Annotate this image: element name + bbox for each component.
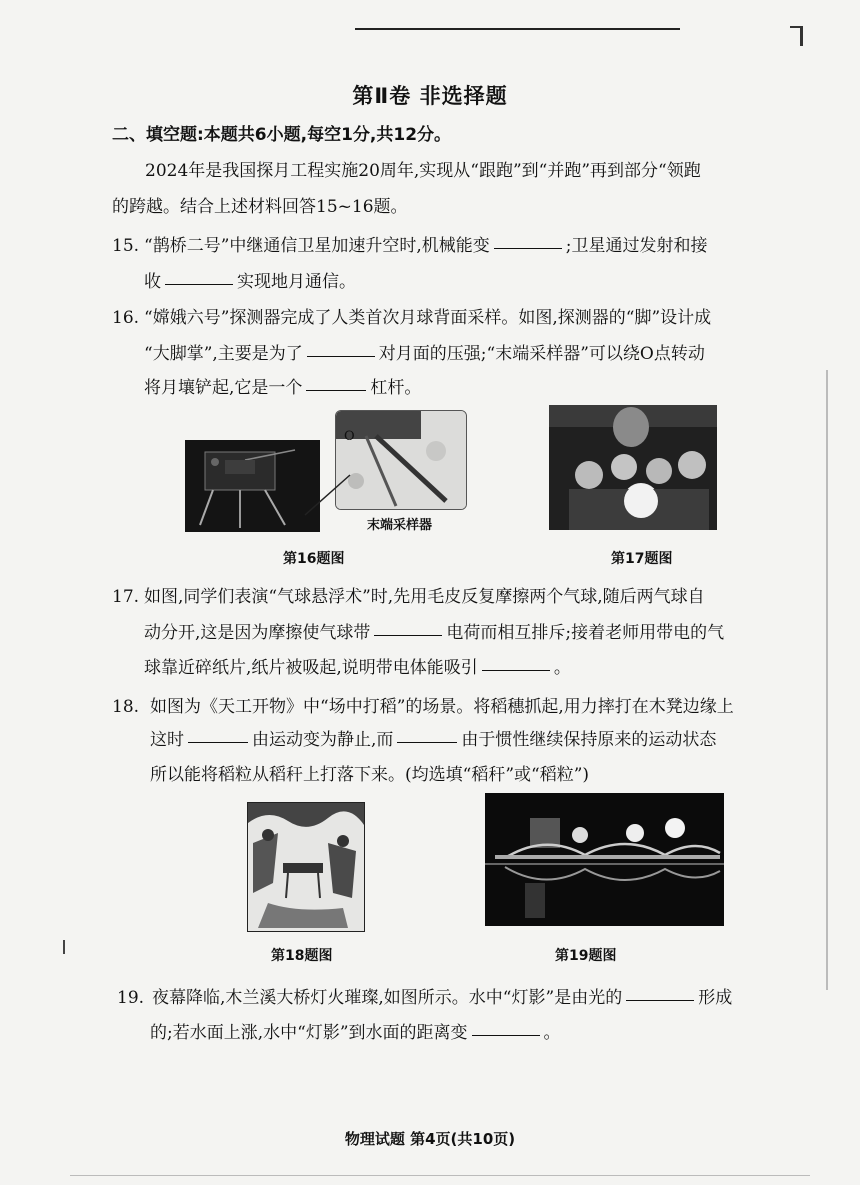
- figure-19-night-bridge: [485, 793, 724, 926]
- question-text: 的;若水面上涨,水中“灯影”到水面的距离变: [150, 1023, 468, 1043]
- question-text: 杠杆。: [370, 378, 422, 398]
- intro-line-2: 的跨越。结合上述材料回答15~16题。: [112, 197, 408, 217]
- question-text: 。: [543, 1023, 561, 1043]
- question-18-line-2: [150, 725, 716, 750]
- question-text: 由运动变为静止,而: [252, 730, 394, 750]
- answer-blank[interactable]: [306, 389, 366, 391]
- corner-mark: [790, 26, 803, 46]
- section-title: 第Ⅱ卷 非选择题: [352, 84, 508, 108]
- question-text: “鹊桥二号”中继通信卫星加速升空时,机械能变: [144, 236, 490, 256]
- question-text: 将月壤铲起,它是一个: [144, 378, 303, 398]
- question-15-line-2: [144, 267, 356, 292]
- question-16-line-2: [144, 339, 705, 364]
- figure-17-caption: 第17题图: [611, 551, 673, 567]
- question-19-line-2: [150, 1018, 561, 1043]
- question-text: 形成: [698, 988, 733, 1008]
- answer-blank[interactable]: [374, 634, 442, 636]
- answer-blank[interactable]: [307, 355, 375, 357]
- question-text: 。: [553, 658, 571, 678]
- question-text: 对月面的压强;“末端采样器”可以绕O点转动: [378, 344, 705, 364]
- question-number: 19.: [117, 988, 145, 1008]
- intro-line-1: 2024年是我国探月工程实施20周年,实现从“跟跑”到“并跑”再到部分“领跑: [145, 161, 701, 181]
- page-footer: 物理试题 第4页(共10页): [344, 1130, 516, 1148]
- question-16-line-1: [112, 303, 711, 328]
- question-text: 夜幕降临,木兰溪大桥灯火璀璨,如图所示。水中“灯影”是由光的: [152, 988, 623, 1008]
- answer-blank[interactable]: [188, 741, 248, 743]
- question-number: 17.: [112, 587, 140, 607]
- question-17-line-2: [144, 618, 724, 643]
- question-17-line-3: [144, 653, 571, 678]
- figure-17-photo: [549, 405, 717, 530]
- question-text: 电荷而相互排斥;接着老师用带电的气: [446, 623, 725, 643]
- question-number: 15.: [112, 236, 140, 256]
- question-text: ;卫星通过发射和接: [565, 236, 708, 256]
- question-18-line-1: [112, 692, 734, 717]
- question-text: 实现地月通信。: [237, 272, 356, 292]
- question-text: 收: [144, 272, 161, 292]
- question-text: 由于惯性继续保持原来的运动状态: [461, 730, 717, 750]
- answer-blank[interactable]: [482, 669, 550, 671]
- question-text: 球靠近碎纸片,纸片被吸起,说明带电体能吸引: [144, 658, 478, 678]
- scan-edge: [826, 370, 828, 990]
- question-text: 如图为《天工开物》中“场中打稻”的场景。将稻穗抓起,用力摔打在木凳边缘上: [150, 697, 734, 717]
- answer-blank[interactable]: [626, 999, 694, 1001]
- margin-tick: [63, 940, 65, 954]
- callout-line: [300, 470, 360, 520]
- question-17-line-1: [112, 582, 705, 607]
- sampler-label: 末端采样器: [367, 518, 433, 533]
- question-number: 18.: [112, 697, 140, 717]
- question-text: 如图,同学们表演“气球悬浮术”时,先用毛皮反复摩擦两个气球,随后两气球自: [144, 587, 705, 607]
- answer-blank[interactable]: [165, 283, 233, 285]
- answer-blank[interactable]: [494, 247, 562, 249]
- question-18-line-3: 所以能将稻粒从稻秆上打落下来。(均选填“稻秆”或“稻粒”): [150, 765, 590, 785]
- question-15-line-1: [112, 231, 708, 256]
- figure-18-woodcut: [247, 802, 365, 932]
- question-text: “嫦娥六号”探测器完成了人类首次月球背面采样。如图,探测器的“脚”设计成: [144, 308, 712, 328]
- question-number: 16.: [112, 308, 140, 328]
- question-text: 动分开,这是因为摩擦使气球带: [144, 623, 371, 643]
- question-16-line-3: [144, 373, 421, 398]
- figure-19-caption: 第19题图: [555, 948, 617, 964]
- question-text: 这时: [150, 730, 184, 750]
- question-19-line-1: [117, 983, 732, 1008]
- answer-blank[interactable]: [472, 1034, 540, 1036]
- answer-blank[interactable]: [397, 741, 457, 743]
- pivot-point-label: O: [344, 429, 355, 444]
- bottom-rule: [70, 1175, 810, 1176]
- question-text: “大脚掌”,主要是为了: [144, 344, 303, 364]
- top-rule: [355, 28, 680, 30]
- figure-16-caption: 第16题图: [283, 551, 345, 567]
- part-heading: 二、填空题:本题共6小题,每空1分,共12分。: [112, 125, 452, 145]
- figure-18-caption: 第18题图: [271, 948, 333, 964]
